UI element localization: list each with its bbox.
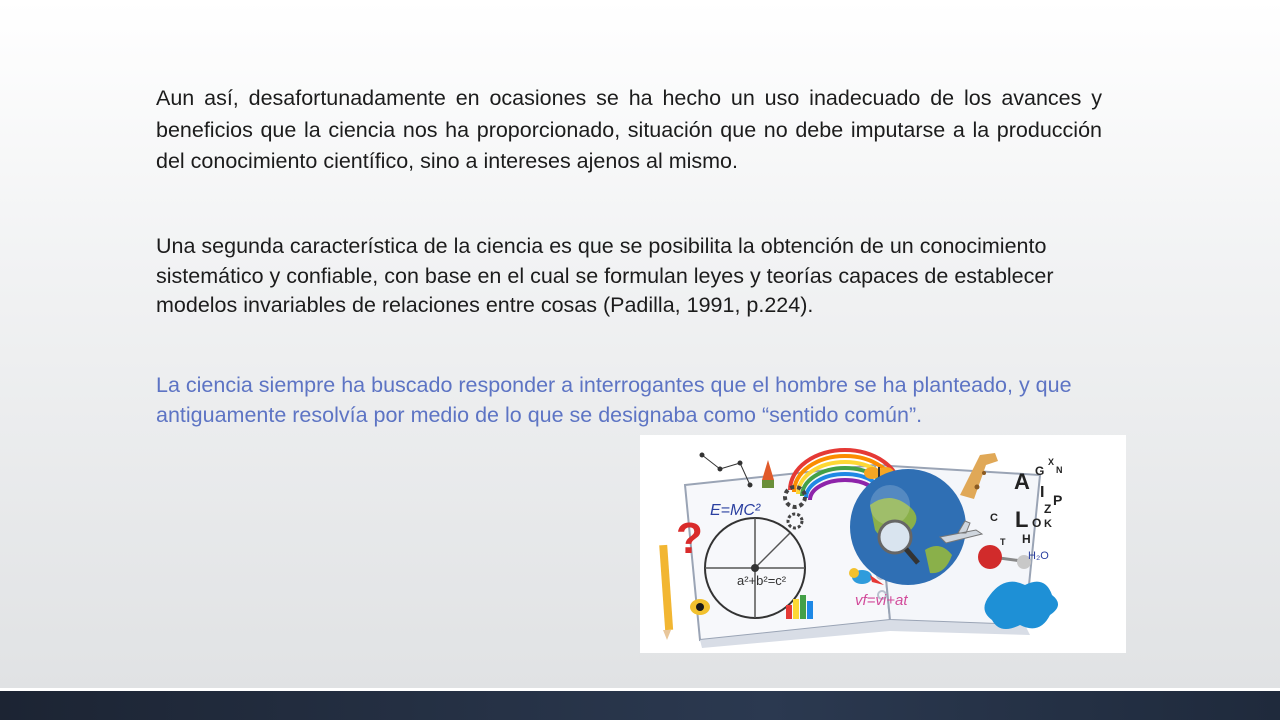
paragraph-misuse-of-science: Aun así, desafortunadamente en ocasiones se ha hecho un uso inadecuado de los avances y beneficios que la ciencia nos ha proporcionado, situación que no debe imputarse a la producción del conocimiento científico, sino a intereses ajenos al mismo. [156, 86, 1102, 173]
science-illustration [640, 435, 1126, 653]
pythagoras-formula: a²+b²=c² [737, 573, 787, 588]
letter-a: A [1014, 469, 1030, 494]
paragraph-systematic-knowledge: Una segunda característica de la ciencia es que se posibilita la obtención de un conocimiento sistemático y confiable, con base en el cual se formulan leyes y teorías capaces de establecer modelos invariables de relaciones entre cosas (Padilla, 1991, p.224). [156, 234, 1054, 317]
pencil-graphic [659, 545, 673, 640]
letter-z: Z [1044, 502, 1052, 516]
letter-k: K [1044, 518, 1052, 530]
velocity-formula: vf=vi+at [855, 592, 908, 609]
energy-formula: E=MC² [710, 502, 761, 519]
letter-x: X [1048, 457, 1055, 467]
letter-n: N [1056, 465, 1063, 475]
footer-bar [0, 691, 1280, 720]
letter-i: I [1040, 484, 1045, 501]
letter-l: L [1015, 507, 1029, 532]
letter-h: H [1022, 532, 1031, 546]
question-mark-graphic: ? [676, 514, 703, 563]
letter-t: T [1000, 537, 1006, 547]
rocket-graphic [762, 460, 774, 488]
letter-g: G [1035, 464, 1045, 478]
letter-c: C [990, 512, 998, 524]
water-label: H₂O [1028, 550, 1049, 562]
letter-o: O [1032, 516, 1042, 530]
letter-p: P [1053, 492, 1063, 508]
paragraph-common-sense: La ciencia siempre ha buscado responder a interrogantes que el hombre se ha planteado, y que antiguamente resolvía por medio de lo que se designaba como “sentido común”. [156, 373, 1072, 427]
eye-graphic [690, 599, 710, 615]
